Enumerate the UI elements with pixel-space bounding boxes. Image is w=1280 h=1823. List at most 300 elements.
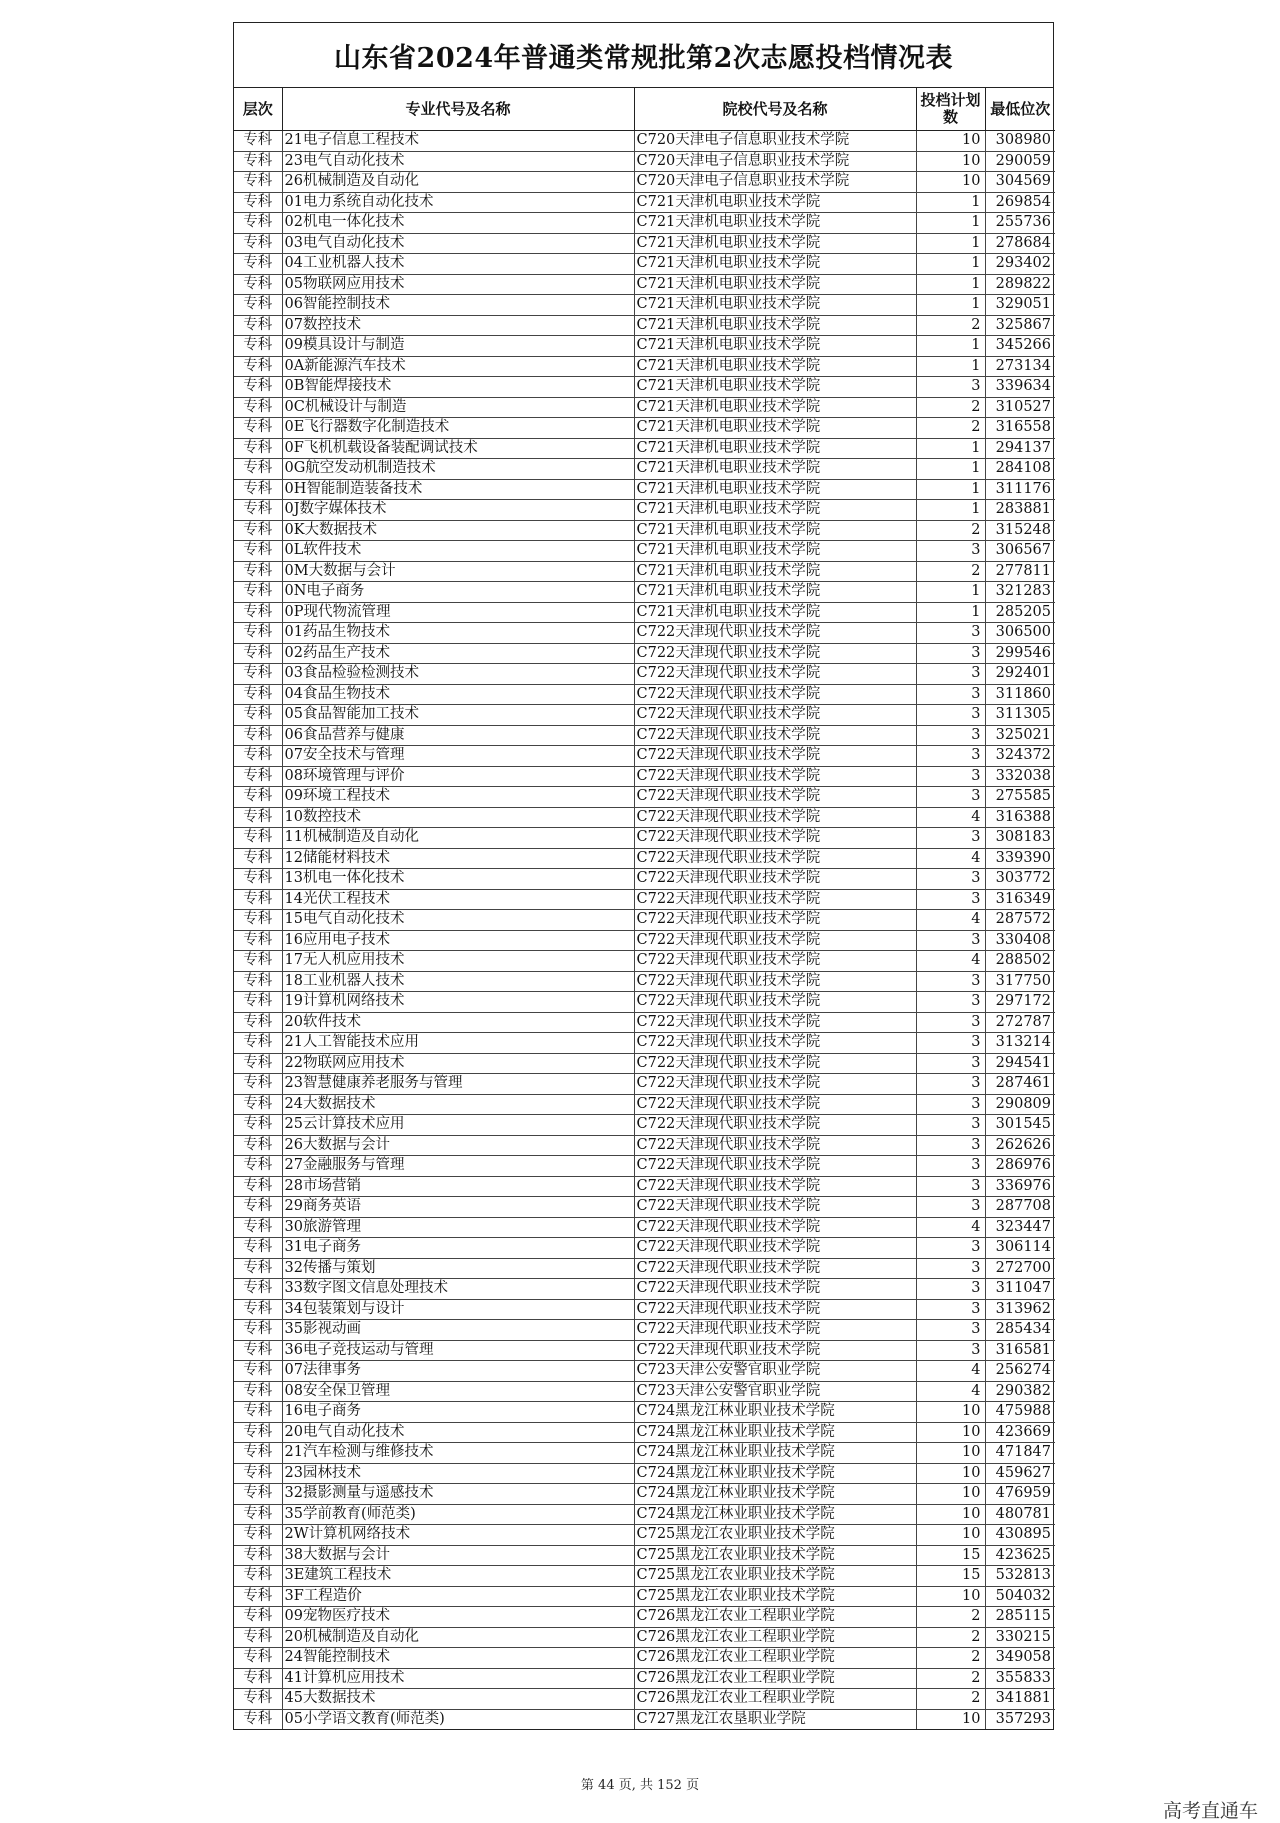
cell-major: 04工业机器人技术	[282, 254, 634, 275]
table-row	[234, 1381, 1055, 1402]
cell-rank: 287708	[985, 1197, 1055, 1218]
cell-plan: 4	[916, 848, 985, 869]
cell-school: C725黑龙江农业职业技术学院	[634, 1586, 916, 1607]
cell-level: 专科	[234, 930, 282, 951]
cell-plan: 10	[916, 1463, 985, 1484]
cell-major: 07法律事务	[282, 1361, 634, 1382]
table-row	[234, 889, 1055, 910]
cell-school: C722天津现代职业技术学院	[634, 1197, 916, 1218]
cell-rank: 316388	[985, 807, 1055, 828]
cell-major: 21电子信息工程技术	[282, 131, 634, 152]
cell-plan: 3	[916, 1197, 985, 1218]
cell-major: 06食品营养与健康	[282, 725, 634, 746]
cell-major: 02机电一体化技术	[282, 213, 634, 234]
cell-major: 01药品生物技术	[282, 623, 634, 644]
cell-rank: 306114	[985, 1238, 1055, 1259]
cell-rank: 475988	[985, 1402, 1055, 1423]
cell-level: 专科	[234, 1238, 282, 1259]
cell-level: 专科	[234, 1381, 282, 1402]
cell-school: C722天津现代职业技术学院	[634, 889, 916, 910]
cell-school: C721天津机电职业技术学院	[634, 459, 916, 480]
cell-school: C724黑龙江林业职业技术学院	[634, 1463, 916, 1484]
cell-rank: 255736	[985, 213, 1055, 234]
table-row	[234, 1566, 1055, 1587]
cell-level: 专科	[234, 192, 282, 213]
cell-level: 专科	[234, 1607, 282, 1628]
cell-school: C722天津现代职业技术学院	[634, 664, 916, 685]
cell-rank: 476959	[985, 1484, 1055, 1505]
cell-major: 11机械制造及自动化	[282, 828, 634, 849]
cell-major: 02药品生产技术	[282, 643, 634, 664]
cell-school: C722天津现代职业技术学院	[634, 971, 916, 992]
table-row	[234, 848, 1055, 869]
cell-plan: 2	[916, 315, 985, 336]
cell-major: 16应用电子技术	[282, 930, 634, 951]
table-row	[234, 151, 1055, 172]
cell-school: C722天津现代职业技术学院	[634, 1299, 916, 1320]
cell-plan: 3	[916, 1053, 985, 1074]
cell-rank: 349058	[985, 1648, 1055, 1669]
cell-level: 专科	[234, 459, 282, 480]
cell-plan: 3	[916, 1238, 985, 1259]
cell-major: 28市场营销	[282, 1176, 634, 1197]
table-row	[234, 377, 1055, 398]
cell-major: 06智能控制技术	[282, 295, 634, 316]
cell-level: 专科	[234, 1443, 282, 1464]
cell-plan: 2	[916, 1668, 985, 1689]
cell-school: C721天津机电职业技术学院	[634, 254, 916, 275]
cell-school: C722天津现代职业技术学院	[634, 828, 916, 849]
cell-level: 专科	[234, 1709, 282, 1729]
cell-school: C722天津现代职业技术学院	[634, 643, 916, 664]
cell-rank: 313962	[985, 1299, 1055, 1320]
table-row	[234, 1525, 1055, 1546]
cell-school: C727黑龙江农垦职业学院	[634, 1709, 916, 1729]
table-row	[234, 602, 1055, 623]
cell-level: 专科	[234, 725, 282, 746]
cell-level: 专科	[234, 315, 282, 336]
table-row	[234, 131, 1055, 152]
cell-level: 专科	[234, 992, 282, 1013]
cell-plan: 3	[916, 1135, 985, 1156]
table-row	[234, 1279, 1055, 1300]
cell-level: 专科	[234, 561, 282, 582]
cell-level: 专科	[234, 438, 282, 459]
cell-rank: 303772	[985, 869, 1055, 890]
cell-school: C722天津现代职业技术学院	[634, 684, 916, 705]
table-row	[234, 807, 1055, 828]
cell-major: 09环境工程技术	[282, 787, 634, 808]
cell-level: 专科	[234, 869, 282, 890]
cell-school: C722天津现代职业技术学院	[634, 1094, 916, 1115]
cell-level: 专科	[234, 602, 282, 623]
cell-major: 03食品检验检测技术	[282, 664, 634, 685]
cell-school: C722天津现代职业技术学院	[634, 910, 916, 931]
cell-major: 22物联网应用技术	[282, 1053, 634, 1074]
cell-plan: 4	[916, 807, 985, 828]
table-row	[234, 500, 1055, 521]
cell-level: 专科	[234, 1053, 282, 1074]
cell-school: C722天津现代职业技术学院	[634, 992, 916, 1013]
cell-school: C721天津机电职业技术学院	[634, 418, 916, 439]
cell-level: 专科	[234, 479, 282, 500]
cell-plan: 10	[916, 172, 985, 193]
table-row	[234, 1258, 1055, 1279]
cell-plan: 1	[916, 582, 985, 603]
table-row	[234, 1053, 1055, 1074]
cell-rank: 273134	[985, 356, 1055, 377]
cell-rank: 341881	[985, 1689, 1055, 1710]
cell-major: 0P现代物流管理	[282, 602, 634, 623]
cell-plan: 3	[916, 623, 985, 644]
cell-level: 专科	[234, 1299, 282, 1320]
table-row	[234, 869, 1055, 890]
cell-rank: 311047	[985, 1279, 1055, 1300]
table-row	[234, 172, 1055, 193]
cell-major: 0C机械设计与制造	[282, 397, 634, 418]
cell-plan: 10	[916, 1443, 985, 1464]
cell-major: 0E飞行器数字化制造技术	[282, 418, 634, 439]
cell-major: 0J数字媒体技术	[282, 500, 634, 521]
cell-plan: 3	[916, 1115, 985, 1136]
cell-plan: 4	[916, 1217, 985, 1238]
cell-plan: 3	[916, 684, 985, 705]
cell-plan: 4	[916, 1361, 985, 1382]
cell-major: 0G航空发动机制造技术	[282, 459, 634, 480]
cell-level: 专科	[234, 1156, 282, 1177]
cell-major: 0K大数据技术	[282, 520, 634, 541]
cell-major: 23智慧健康养老服务与管理	[282, 1074, 634, 1095]
cell-rank: 299546	[985, 643, 1055, 664]
cell-level: 专科	[234, 664, 282, 685]
cell-school: C722天津现代职业技术学院	[634, 1012, 916, 1033]
cell-plan: 10	[916, 1484, 985, 1505]
header-rank: 最低位次	[985, 88, 1055, 131]
cell-plan: 15	[916, 1566, 985, 1587]
cell-major: 0L软件技术	[282, 541, 634, 562]
cell-major: 18工业机器人技术	[282, 971, 634, 992]
cell-school: C722天津现代职业技术学院	[634, 1115, 916, 1136]
cell-major: 32传播与策划	[282, 1258, 634, 1279]
table-row	[234, 971, 1055, 992]
page-title: 山东省2024年普通类常规批第2次志愿投档情况表	[234, 23, 1053, 88]
cell-school: C722天津现代职业技术学院	[634, 705, 916, 726]
cell-rank: 288502	[985, 951, 1055, 972]
table-row	[234, 233, 1055, 254]
cell-school: C721天津机电职业技术学院	[634, 377, 916, 398]
table-row	[234, 1340, 1055, 1361]
table-row	[234, 1463, 1055, 1484]
cell-plan: 3	[916, 1094, 985, 1115]
cell-rank: 284108	[985, 459, 1055, 480]
cell-level: 专科	[234, 418, 282, 439]
cell-school: C721天津机电职业技术学院	[634, 602, 916, 623]
cell-level: 专科	[234, 1279, 282, 1300]
cell-rank: 321283	[985, 582, 1055, 603]
cell-level: 专科	[234, 746, 282, 767]
table-row	[234, 1033, 1055, 1054]
cell-school: C722天津现代职业技术学院	[634, 1135, 916, 1156]
header-plan: 投档计划数	[916, 88, 985, 131]
table-row	[234, 951, 1055, 972]
cell-major: 20机械制造及自动化	[282, 1627, 634, 1648]
cell-major: 05小学语文教育(师范类)	[282, 1709, 634, 1729]
cell-major: 0F飞机机载设备装配调试技术	[282, 438, 634, 459]
cell-rank: 289822	[985, 274, 1055, 295]
cell-plan: 1	[916, 602, 985, 623]
cell-major: 45大数据技术	[282, 1689, 634, 1710]
table-row	[234, 910, 1055, 931]
table-row	[234, 1607, 1055, 1628]
cell-school: C722天津现代职业技术学院	[634, 848, 916, 869]
cell-major: 35学前教育(师范类)	[282, 1504, 634, 1525]
cell-major: 07数控技术	[282, 315, 634, 336]
cell-rank: 294137	[985, 438, 1055, 459]
table-row	[234, 1074, 1055, 1095]
cell-rank: 294541	[985, 1053, 1055, 1074]
cell-major: 33数字图文信息处理技术	[282, 1279, 634, 1300]
cell-plan: 4	[916, 910, 985, 931]
cell-plan: 4	[916, 1381, 985, 1402]
cell-major: 0N电子商务	[282, 582, 634, 603]
cell-level: 专科	[234, 1648, 282, 1669]
cell-level: 专科	[234, 1422, 282, 1443]
cell-major: 20软件技术	[282, 1012, 634, 1033]
table-row	[234, 1443, 1055, 1464]
cell-rank: 480781	[985, 1504, 1055, 1525]
cell-rank: 311860	[985, 684, 1055, 705]
cell-school: C721天津机电职业技术学院	[634, 336, 916, 357]
cell-school: C725黑龙江农业职业技术学院	[634, 1566, 916, 1587]
cell-major: 16电子商务	[282, 1402, 634, 1423]
cell-level: 专科	[234, 1525, 282, 1546]
cell-rank: 304569	[985, 172, 1055, 193]
cell-major: 24大数据技术	[282, 1094, 634, 1115]
cell-rank: 345266	[985, 336, 1055, 357]
cell-school: C721天津机电职业技术学院	[634, 213, 916, 234]
cell-rank: 290809	[985, 1094, 1055, 1115]
table-row	[234, 1422, 1055, 1443]
cell-school: C721天津机电职业技术学院	[634, 582, 916, 603]
cell-major: 36电子竞技运动与管理	[282, 1340, 634, 1361]
table-row	[234, 561, 1055, 582]
cell-level: 专科	[234, 828, 282, 849]
cell-rank: 325867	[985, 315, 1055, 336]
cell-plan: 3	[916, 643, 985, 664]
cell-major: 03电气自动化技术	[282, 233, 634, 254]
table-row	[234, 582, 1055, 603]
cell-rank: 310527	[985, 397, 1055, 418]
cell-level: 专科	[234, 500, 282, 521]
cell-level: 专科	[234, 377, 282, 398]
cell-level: 专科	[234, 1217, 282, 1238]
cell-school: C722天津现代职业技术学院	[634, 1340, 916, 1361]
cell-level: 专科	[234, 131, 282, 152]
cell-rank: 308980	[985, 131, 1055, 152]
cell-plan: 3	[916, 992, 985, 1013]
cell-rank: 272700	[985, 1258, 1055, 1279]
cell-school: C722天津现代职业技术学院	[634, 1279, 916, 1300]
cell-level: 专科	[234, 623, 282, 644]
cell-level: 专科	[234, 1074, 282, 1095]
cell-level: 专科	[234, 541, 282, 562]
cell-school: C721天津机电职业技术学院	[634, 561, 916, 582]
table-row	[234, 418, 1055, 439]
cell-school: C726黑龙江农业工程职业学院	[634, 1668, 916, 1689]
cell-school: C721天津机电职业技术学院	[634, 315, 916, 336]
cell-level: 专科	[234, 910, 282, 931]
cell-major: 0B智能焊接技术	[282, 377, 634, 398]
cell-major: 29商务英语	[282, 1197, 634, 1218]
cell-level: 专科	[234, 1033, 282, 1054]
cell-plan: 1	[916, 479, 985, 500]
table-row	[234, 213, 1055, 234]
cell-rank: 325021	[985, 725, 1055, 746]
table-row	[234, 479, 1055, 500]
cell-rank: 316581	[985, 1340, 1055, 1361]
cell-plan: 1	[916, 356, 985, 377]
cell-level: 专科	[234, 151, 282, 172]
cell-plan: 1	[916, 459, 985, 480]
cell-level: 专科	[234, 336, 282, 357]
cell-plan: 10	[916, 151, 985, 172]
cell-school: C722天津现代职业技术学院	[634, 951, 916, 972]
cell-plan: 3	[916, 705, 985, 726]
cell-plan: 2	[916, 561, 985, 582]
cell-plan: 2	[916, 1648, 985, 1669]
cell-level: 专科	[234, 1545, 282, 1566]
cell-level: 专科	[234, 1484, 282, 1505]
table-row	[234, 1709, 1055, 1729]
cell-major: 26机械制造及自动化	[282, 172, 634, 193]
table-row	[234, 1361, 1055, 1382]
cell-major: 31电子商务	[282, 1238, 634, 1259]
cell-school: C722天津现代职业技术学院	[634, 1033, 916, 1054]
cell-level: 专科	[234, 582, 282, 603]
cell-plan: 3	[916, 1279, 985, 1300]
cell-major: 07安全技术与管理	[282, 746, 634, 767]
cell-plan: 1	[916, 213, 985, 234]
cell-plan: 3	[916, 1340, 985, 1361]
cell-school: C722天津现代职业技术学院	[634, 787, 916, 808]
cell-school: C721天津机电职业技术学院	[634, 397, 916, 418]
cell-school: C726黑龙江农业工程职业学院	[634, 1648, 916, 1669]
cell-rank: 306500	[985, 623, 1055, 644]
cell-major: 15电气自动化技术	[282, 910, 634, 931]
cell-major: 14光伏工程技术	[282, 889, 634, 910]
cell-level: 专科	[234, 1258, 282, 1279]
cell-school: C722天津现代职业技术学院	[634, 1320, 916, 1341]
table-row	[234, 1586, 1055, 1607]
cell-school: C724黑龙江林业职业技术学院	[634, 1443, 916, 1464]
score-table-sheet	[233, 22, 1054, 1730]
cell-plan: 10	[916, 131, 985, 152]
table-row	[234, 254, 1055, 275]
cell-level: 专科	[234, 1463, 282, 1484]
cell-rank: 355833	[985, 1668, 1055, 1689]
cell-plan: 3	[916, 869, 985, 890]
cell-rank: 290382	[985, 1381, 1055, 1402]
cell-rank: 329051	[985, 295, 1055, 316]
table-row	[234, 315, 1055, 336]
table-row	[234, 1217, 1055, 1238]
cell-plan: 2	[916, 520, 985, 541]
cell-level: 专科	[234, 971, 282, 992]
admission-table	[234, 88, 1055, 1729]
cell-level: 专科	[234, 807, 282, 828]
cell-plan: 10	[916, 1422, 985, 1443]
cell-school: C721天津机电职业技术学院	[634, 295, 916, 316]
cell-major: 27金融服务与管理	[282, 1156, 634, 1177]
cell-plan: 3	[916, 1320, 985, 1341]
cell-plan: 2	[916, 1689, 985, 1710]
cell-school: C721天津机电职业技术学院	[634, 520, 916, 541]
cell-rank: 290059	[985, 151, 1055, 172]
cell-school: C724黑龙江林业职业技术学院	[634, 1504, 916, 1525]
cell-rank: 324372	[985, 746, 1055, 767]
cell-level: 专科	[234, 1586, 282, 1607]
cell-rank: 278684	[985, 233, 1055, 254]
cell-major: 34包装策划与设计	[282, 1299, 634, 1320]
cell-rank: 285434	[985, 1320, 1055, 1341]
cell-rank: 262626	[985, 1135, 1055, 1156]
cell-school: C720天津电子信息职业技术学院	[634, 151, 916, 172]
cell-plan: 10	[916, 1709, 985, 1729]
cell-rank: 423669	[985, 1422, 1055, 1443]
cell-school: C721天津机电职业技术学院	[634, 479, 916, 500]
cell-rank: 311305	[985, 705, 1055, 726]
cell-school: C722天津现代职业技术学院	[634, 766, 916, 787]
table-row	[234, 1135, 1055, 1156]
cell-plan: 1	[916, 274, 985, 295]
cell-major: 13机电一体化技术	[282, 869, 634, 890]
cell-rank: 277811	[985, 561, 1055, 582]
table-row	[234, 295, 1055, 316]
cell-level: 专科	[234, 295, 282, 316]
cell-rank: 272787	[985, 1012, 1055, 1033]
cell-rank: 317750	[985, 971, 1055, 992]
table-row	[234, 930, 1055, 951]
cell-level: 专科	[234, 356, 282, 377]
cell-major: 23电气自动化技术	[282, 151, 634, 172]
cell-school: C722天津现代职业技术学院	[634, 746, 916, 767]
cell-school: C724黑龙江林业职业技术学院	[634, 1484, 916, 1505]
cell-plan: 3	[916, 1176, 985, 1197]
cell-plan: 1	[916, 500, 985, 521]
table-row	[234, 520, 1055, 541]
cell-major: 10数控技术	[282, 807, 634, 828]
cell-rank: 339634	[985, 377, 1055, 398]
table-row	[234, 1012, 1055, 1033]
table-row	[234, 787, 1055, 808]
cell-rank: 532813	[985, 1566, 1055, 1587]
cell-rank: 313214	[985, 1033, 1055, 1054]
table-row	[234, 1197, 1055, 1218]
cell-level: 专科	[234, 254, 282, 275]
cell-level: 专科	[234, 1689, 282, 1710]
cell-rank: 357293	[985, 1709, 1055, 1729]
cell-school: C722天津现代职业技术学院	[634, 930, 916, 951]
table-row	[234, 1094, 1055, 1115]
cell-rank: 423625	[985, 1545, 1055, 1566]
cell-rank: 332038	[985, 766, 1055, 787]
cell-school: C726黑龙江农业工程职业学院	[634, 1689, 916, 1710]
table-row	[234, 623, 1055, 644]
cell-rank: 336976	[985, 1176, 1055, 1197]
cell-school: C723天津公安警官职业学院	[634, 1381, 916, 1402]
cell-school: C722天津现代职业技术学院	[634, 1156, 916, 1177]
cell-rank: 287461	[985, 1074, 1055, 1095]
